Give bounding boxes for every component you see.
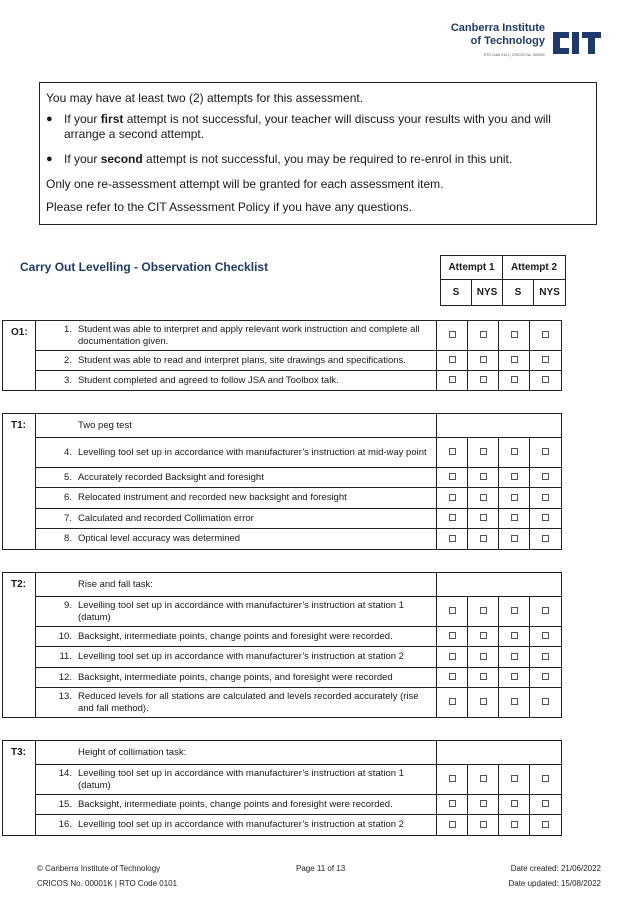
notice-bullet-second: ● If your second attempt is not successful, you may be required to re-enrol in this unit.	[46, 152, 513, 166]
attempt-1-nys-checkbox[interactable]	[480, 632, 487, 639]
item-number: 11.	[59, 651, 72, 662]
attempt-1-s-header: S	[441, 280, 472, 306]
bullet-icon: ●	[46, 153, 53, 165]
table-row	[3, 509, 562, 529]
section-label: T3:	[3, 741, 36, 836]
attempt-2-s-checkbox[interactable]	[511, 494, 518, 501]
table-row	[3, 765, 562, 795]
footer-codes: CRICOS No. 00001K | RTO Code 0101	[37, 879, 178, 888]
attempt-1-s-checkbox[interactable]	[449, 775, 456, 782]
item-text: Calculated and recorded Collimation error	[77, 512, 254, 524]
attempt-2-s-checkbox[interactable]	[511, 376, 518, 383]
attempt-2-header: Attempt 2	[503, 256, 566, 280]
svg-text:CIT: CIT	[577, 59, 579, 60]
attempt-2-nys-checkbox[interactable]	[542, 775, 549, 782]
table-row	[3, 668, 562, 688]
logo-wordmark	[451, 22, 545, 48]
item-text: Levelling tool set up in accordance with manufacturer’s instruction at mid-way point	[77, 446, 427, 458]
attempt-1-nys-checkbox[interactable]	[480, 535, 487, 542]
table-row	[3, 321, 562, 351]
section-o1-table	[2, 320, 562, 391]
table-row	[3, 627, 562, 647]
attempt-2-s-checkbox[interactable]	[511, 673, 518, 680]
footer-copyright: © Canberra Institute of Technology	[37, 864, 161, 873]
attempt-1-s-checkbox[interactable]	[449, 632, 456, 639]
section-t1-table	[2, 413, 562, 550]
attempt-2-s-checkbox[interactable]	[511, 607, 518, 614]
attempt-2-nys-checkbox[interactable]	[542, 448, 549, 455]
assessment-attempts-notice	[39, 82, 597, 225]
attempt-2-s-checkbox[interactable]	[511, 821, 518, 828]
attempt-2-s-checkbox[interactable]	[511, 632, 518, 639]
attempt-2-s-checkbox[interactable]	[511, 331, 518, 338]
attempt-2-s-checkbox[interactable]	[511, 653, 518, 660]
attempt-1-s-checkbox[interactable]	[449, 653, 456, 660]
table-row	[3, 573, 562, 597]
item-number: 15.	[58, 798, 72, 810]
table-row	[3, 468, 562, 488]
attempt-2-nys-checkbox[interactable]	[542, 698, 549, 705]
item-text: Student completed and agreed to follow JSA and Toolbox talk.	[77, 374, 339, 386]
logo-line-2: of Technology	[470, 35, 545, 47]
attempt-1-s-checkbox[interactable]	[449, 800, 456, 807]
attempt-1-s-checkbox[interactable]	[449, 514, 456, 521]
notice-bullets	[46, 112, 590, 167]
item-number: 4.	[64, 446, 72, 458]
item-text: Levelling tool set up in accordance with manufacturer’s instruction at station 2	[77, 651, 404, 662]
section-t3-table	[2, 740, 562, 836]
section-label: T2:	[3, 573, 36, 718]
attempt-2-s-header: S	[503, 280, 534, 306]
attempt-2-nys-checkbox[interactable]	[542, 535, 549, 542]
table-row	[3, 529, 562, 550]
attempt-2-s-checkbox[interactable]	[511, 356, 518, 363]
section-title: Rise and fall task:	[77, 578, 153, 590]
attempt-1-s-checkbox[interactable]	[449, 698, 456, 705]
table-row	[3, 647, 562, 668]
notice-policy: Please refer to the CIT Assessment Policy if you have any questions.	[46, 200, 412, 214]
item-text: Relocated instrument and recorded new backsight and foresight	[77, 492, 347, 503]
cit-logo	[448, 20, 603, 62]
attempt-1-nys-checkbox[interactable]	[480, 514, 487, 521]
attempt-1-s-checkbox[interactable]	[449, 331, 456, 338]
table-row	[3, 741, 562, 765]
item-text: Levelling tool set up in accordance with manufacturer’s instruction at station 2	[77, 819, 404, 830]
attempt-1-nys-checkbox[interactable]	[480, 356, 487, 363]
item-number: 9.	[64, 599, 72, 611]
attempt-1-header: Attempt 1	[441, 256, 503, 280]
attempt-1-s-checkbox[interactable]	[449, 356, 456, 363]
attempt-1-nys-checkbox[interactable]	[480, 376, 487, 383]
item-text: Student was able to read and interpret plans, site drawings and specifications.	[77, 354, 406, 366]
attempt-2-s-checkbox[interactable]	[511, 448, 518, 455]
attempt-2-s-checkbox[interactable]	[511, 775, 518, 782]
attempt-2-s-checkbox[interactable]	[511, 514, 518, 521]
attempt-1-nys-checkbox[interactable]	[480, 607, 487, 614]
item-text: Levelling tool set up in accordance with manufacturer’s instruction at station 1 (datum)	[77, 767, 404, 791]
logo-small-print: RTO Code 0101 | CRICOS No. 00001K	[483, 53, 545, 57]
table-row	[3, 414, 562, 438]
attempt-2-nys-checkbox[interactable]	[542, 800, 549, 807]
item-number: 14.	[58, 767, 72, 779]
table-row	[3, 488, 562, 509]
attempt-1-s-checkbox[interactable]	[449, 473, 456, 480]
attempt-2-s-checkbox[interactable]	[511, 535, 518, 542]
item-text: Student was able to interpret and apply relevant work instruction and complete all documentation given.	[77, 323, 420, 347]
attempt-1-nys-header: NYS	[472, 280, 503, 306]
attempt-1-s-checkbox[interactable]	[449, 673, 456, 680]
item-number: 10.	[58, 630, 72, 642]
attempt-1-s-checkbox[interactable]	[449, 448, 456, 455]
table-row	[3, 815, 562, 836]
section-label: O1:	[3, 321, 36, 391]
item-text: Levelling tool set up in accordance with manufacturer’s instruction at station 1 (datum)	[77, 599, 404, 623]
item-number: 16.	[58, 819, 72, 830]
item-number: 2.	[64, 354, 72, 366]
attempt-1-s-checkbox[interactable]	[449, 535, 456, 542]
item-text: Accurately recorded Backsight and foresight	[77, 471, 264, 483]
attempt-1-nys-checkbox[interactable]	[480, 800, 487, 807]
notice-intro: You may have at least two (2) attempts for this assessment.	[46, 91, 364, 105]
attempt-2-s-checkbox[interactable]	[511, 800, 518, 807]
attempt-1-s-checkbox[interactable]	[449, 494, 456, 501]
section-title: Height of collimation task:	[77, 746, 187, 758]
attempt-1-nys-checkbox[interactable]	[480, 775, 487, 782]
attempt-1-nys-checkbox[interactable]	[480, 448, 487, 455]
logo-line-1: Canberra Institute	[450, 22, 545, 34]
attempt-1-nys-checkbox[interactable]	[480, 653, 487, 660]
checklist-heading: Carry Out Levelling - Observation Checklist	[20, 260, 269, 274]
item-number: 8.	[64, 533, 72, 544]
bullet-icon: ●	[46, 113, 53, 125]
attempt-2-nys-checkbox[interactable]	[542, 473, 549, 480]
attempt-1-s-checkbox[interactable]	[449, 821, 456, 828]
attempt-1-nys-checkbox[interactable]	[480, 673, 487, 680]
attempt-1-s-checkbox[interactable]	[449, 607, 456, 614]
attempt-2-nys-checkbox[interactable]	[542, 607, 549, 614]
attempt-1-nys-checkbox[interactable]	[480, 821, 487, 828]
item-number: 5.	[64, 471, 72, 483]
attempt-2-nys-checkbox[interactable]	[542, 673, 549, 680]
attempt-2-nys-checkbox[interactable]	[542, 632, 549, 639]
item-number: 6.	[64, 492, 72, 503]
attempt-2-nys-checkbox[interactable]	[542, 331, 549, 338]
attempt-2-nys-checkbox[interactable]	[542, 653, 549, 660]
item-text: Backsight, intermediate points, change points and foresight were recorded.	[77, 630, 393, 642]
attempt-2-nys-checkbox[interactable]	[542, 376, 549, 383]
attempt-2-nys-checkbox[interactable]	[542, 356, 549, 363]
attempt-2-s-checkbox[interactable]	[511, 473, 518, 480]
section-t2-table	[2, 572, 562, 718]
attempt-1-s-checkbox[interactable]	[449, 376, 456, 383]
attempt-1-nys-checkbox[interactable]	[480, 331, 487, 338]
footer-date-created: Date created: 21/06/2022	[510, 864, 601, 873]
attempt-2-nys-checkbox[interactable]	[542, 821, 549, 828]
table-row	[3, 438, 562, 468]
attempt-2-nys-checkbox[interactable]	[542, 514, 549, 521]
item-text: Backsight, intermediate points, change points, and foresight were recorded	[77, 671, 393, 683]
table-row	[3, 795, 562, 815]
attempt-2-nys-header: NYS	[534, 280, 566, 306]
attempt-1-nys-checkbox[interactable]	[480, 494, 487, 501]
attempt-1-nys-checkbox[interactable]	[480, 473, 487, 480]
item-text: Backsight, intermediate points, change points and foresight were recorded.	[77, 798, 393, 810]
attempt-1-nys-checkbox[interactable]	[480, 698, 487, 705]
item-number: 12.	[58, 671, 72, 683]
item-text: Reduced levels for all stations are calculated and levels recorded accurately (rise and fall method).	[77, 690, 419, 714]
item-number: 1.	[64, 323, 72, 335]
item-text: Optical level accuracy was determined	[77, 533, 241, 544]
cit-logo-mark-icon	[551, 26, 603, 60]
section-title: Two peg test	[77, 419, 132, 431]
attempt-2-s-checkbox[interactable]	[511, 698, 518, 705]
item-number: 3.	[64, 374, 72, 386]
notice-reassessment: Only one re-assessment attempt will be granted for each assessment item.	[46, 177, 444, 191]
table-row	[3, 688, 562, 718]
section-label: T1:	[3, 414, 36, 550]
notice-bullet-first: ● If your first attempt is not successful, your teacher will discuss your results with you and will arrange a second attempt.	[46, 112, 551, 141]
table-row	[3, 371, 562, 391]
footer-date-updated: Date updated: 15/08/2022	[508, 879, 601, 888]
attempt-header-table	[440, 255, 566, 306]
footer-page-number: Page 11 of 13	[296, 864, 346, 873]
item-number: 7.	[64, 512, 72, 524]
attempt-2-nys-checkbox[interactable]	[542, 494, 549, 501]
table-row	[3, 351, 562, 371]
item-number: 13.	[58, 690, 72, 702]
table-row	[3, 597, 562, 627]
